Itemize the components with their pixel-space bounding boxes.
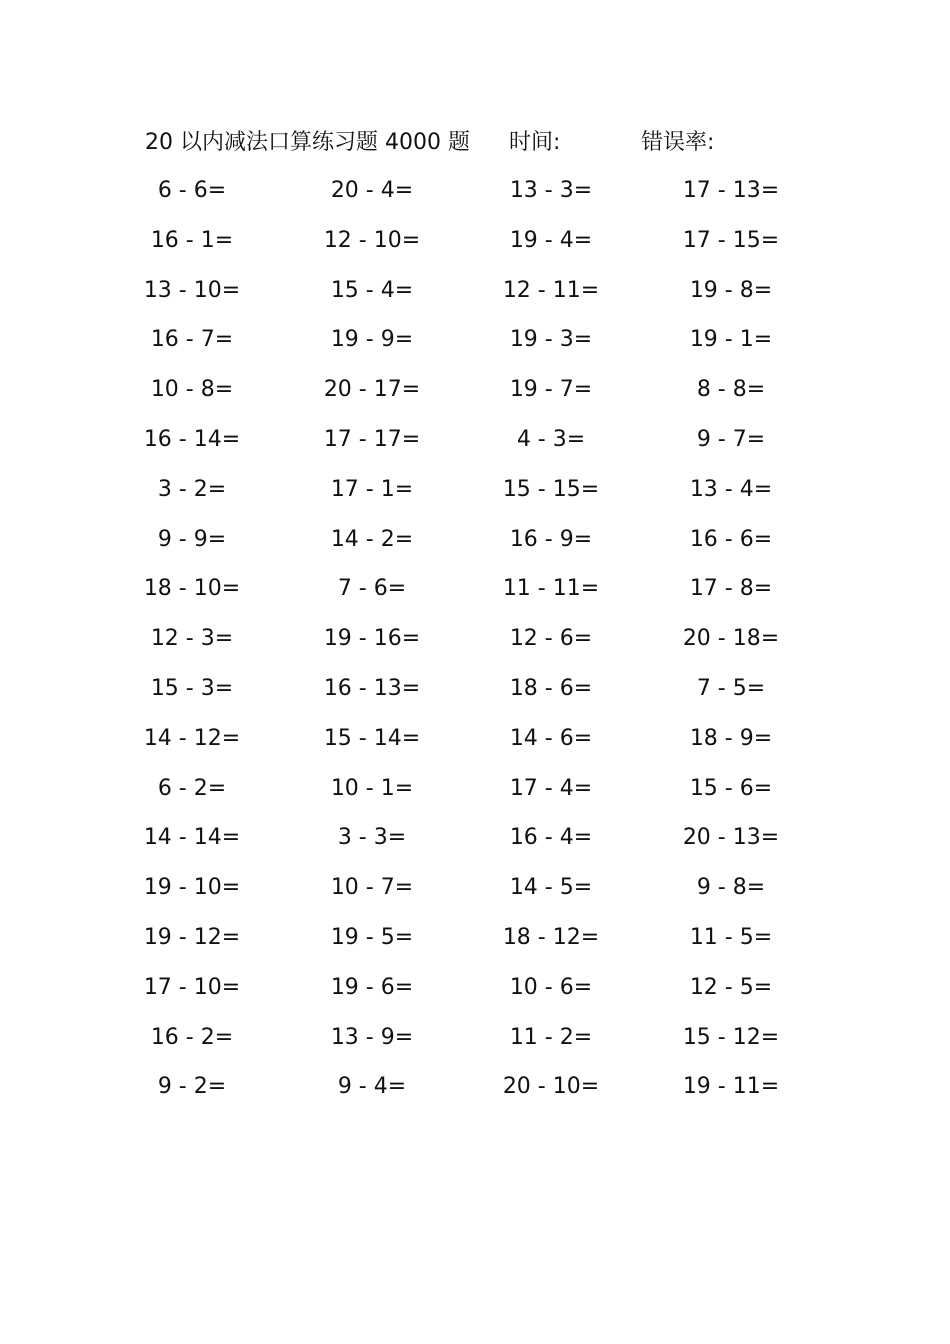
problem-item: 15 - 15= — [502, 476, 600, 502]
problem-row — [0, 819, 950, 869]
problem-item: 9 - 9= — [157, 526, 227, 552]
problem-item: 16 - 4= — [509, 825, 593, 851]
problem-row — [0, 770, 950, 820]
problem-item: 9 - 2= — [157, 1074, 227, 1100]
problem-item: 19 - 5= — [330, 924, 414, 950]
problem-row — [0, 471, 950, 521]
problem-item: 3 - 3= — [337, 825, 407, 851]
problem-item: 18 - 6= — [509, 675, 593, 701]
problem-item: 19 - 16= — [323, 626, 421, 652]
problem-item: 15 - 4= — [330, 277, 414, 303]
problem-item: 19 - 11= — [682, 1074, 780, 1100]
problem-item: 19 - 1= — [689, 327, 773, 353]
problem-row — [0, 321, 950, 371]
problem-row — [0, 222, 950, 272]
problem-row — [0, 969, 950, 1019]
problem-row — [0, 521, 950, 571]
problem-item: 9 - 8= — [696, 875, 766, 901]
problem-item: 16 - 14= — [143, 426, 241, 452]
problem-row — [0, 570, 950, 620]
problem-item: 10 - 7= — [330, 875, 414, 901]
problem-item: 6 - 6= — [157, 178, 227, 203]
problem-item: 19 - 8= — [689, 277, 773, 303]
problem-item: 14 - 14= — [143, 825, 241, 851]
problem-item: 10 - 8= — [150, 377, 234, 403]
problem-item: 17 - 13= — [682, 178, 780, 203]
problem-item: 17 - 15= — [682, 227, 780, 253]
problem-item: 8 - 8= — [696, 377, 766, 403]
problem-item: 20 - 13= — [682, 825, 780, 851]
problem-item: 11 - 5= — [689, 924, 773, 950]
problem-item: 16 - 6= — [689, 526, 773, 552]
problem-item: 12 - 10= — [323, 227, 421, 253]
problem-item: 12 - 5= — [689, 974, 773, 1000]
problem-item: 7 - 5= — [696, 675, 766, 701]
problem-item: 17 - 1= — [330, 476, 414, 502]
problem-row — [0, 172, 950, 222]
problem-item: 4 - 3= — [516, 426, 586, 452]
worksheet-header — [145, 126, 805, 160]
problem-item: 18 - 10= — [143, 576, 241, 602]
problem-item: 16 - 7= — [150, 327, 234, 353]
problem-item: 10 - 1= — [330, 775, 414, 801]
problem-item: 14 - 2= — [330, 526, 414, 552]
problem-item: 13 - 10= — [143, 277, 241, 303]
problem-row — [0, 1019, 950, 1069]
problem-row — [0, 620, 950, 670]
problem-item: 14 - 12= — [143, 725, 241, 751]
problem-item: 14 - 6= — [509, 725, 593, 751]
problem-item: 16 - 9= — [509, 526, 593, 552]
worksheet-title: 20 以内减法口算练习题 4000 题 — [145, 130, 470, 155]
problem-row — [0, 869, 950, 919]
problem-item: 19 - 4= — [509, 227, 593, 253]
problem-item: 20 - 18= — [682, 626, 780, 652]
time-label: 时间: — [509, 130, 561, 155]
problem-row — [0, 720, 950, 770]
problem-item: 17 - 4= — [509, 775, 593, 801]
problem-row — [0, 371, 950, 421]
problem-item: 15 - 6= — [689, 775, 773, 801]
problem-item: 3 - 2= — [157, 476, 227, 502]
problem-row — [0, 670, 950, 720]
problem-item: 10 - 6= — [509, 974, 593, 1000]
problem-item: 16 - 13= — [323, 675, 421, 701]
problem-item: 19 - 6= — [330, 974, 414, 1000]
problem-item: 13 - 4= — [689, 476, 773, 502]
problem-item: 16 - 1= — [150, 227, 234, 253]
problem-row — [0, 421, 950, 471]
problem-item: 15 - 12= — [682, 1024, 780, 1050]
problem-row — [0, 1068, 950, 1118]
problem-item: 12 - 11= — [502, 277, 600, 303]
problem-row — [0, 919, 950, 969]
problem-item: 16 - 2= — [150, 1024, 234, 1050]
problem-item: 15 - 3= — [150, 675, 234, 701]
problem-item: 19 - 12= — [143, 924, 241, 950]
problem-item: 19 - 10= — [143, 875, 241, 901]
problem-item: 11 - 2= — [509, 1024, 593, 1050]
problem-item: 12 - 3= — [150, 626, 234, 652]
problem-item: 11 - 11= — [502, 576, 600, 602]
problem-row — [0, 272, 950, 322]
problem-item: 17 - 17= — [323, 426, 421, 452]
problem-item: 17 - 10= — [143, 974, 241, 1000]
problem-grid — [0, 172, 950, 1118]
problem-item: 13 - 9= — [330, 1024, 414, 1050]
problem-item: 6 - 2= — [157, 775, 227, 801]
problem-item: 17 - 8= — [689, 576, 773, 602]
problem-item: 14 - 5= — [509, 875, 593, 901]
problem-item: 13 - 3= — [509, 178, 593, 203]
problem-item: 18 - 9= — [689, 725, 773, 751]
problem-item: 18 - 12= — [502, 924, 600, 950]
problem-item: 20 - 17= — [323, 377, 421, 403]
problem-item: 9 - 4= — [337, 1074, 407, 1100]
problem-item: 9 - 7= — [696, 426, 766, 452]
error-rate-label: 错误率: — [641, 130, 715, 155]
problem-item: 20 - 4= — [330, 178, 414, 203]
problem-item: 20 - 10= — [502, 1074, 600, 1100]
problem-item: 7 - 6= — [337, 576, 407, 602]
problem-item: 15 - 14= — [323, 725, 421, 751]
problem-item: 19 - 7= — [509, 377, 593, 403]
problem-item: 19 - 9= — [330, 327, 414, 353]
problem-item: 12 - 6= — [509, 626, 593, 652]
problem-item: 19 - 3= — [509, 327, 593, 353]
